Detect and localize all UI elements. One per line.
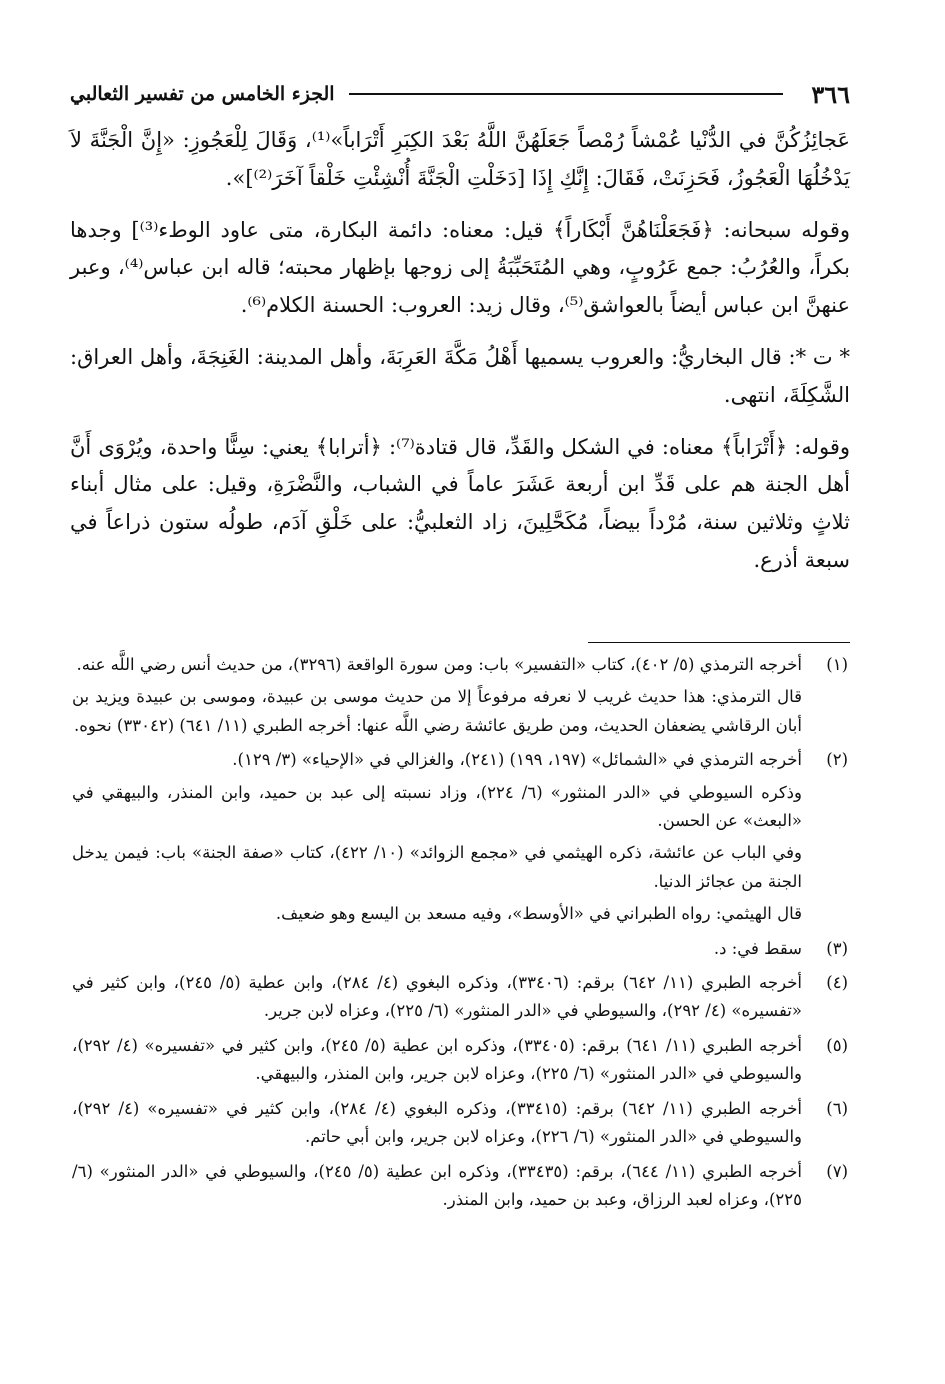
footnote-text: أخرجه الطبري (١١/ ٦٤٤)، برقم: (٣٣٤٣٥)، وذكره ابن عطية (٥/ ٢٤٥)، والسيوطي في «الدر المنثور» (٦/ ٢٢٥)، وعزاه لعبد الرزاق، وعبد بن حميد، وابن المنذر. — [72, 1161, 802, 1209]
footnote-body — [72, 969, 802, 1026]
footnote-body — [72, 935, 802, 963]
footnote-body — [72, 1095, 802, 1152]
footnote-number: (٣) — [826, 938, 848, 958]
footnote — [72, 746, 848, 928]
body-paragraph: * ت *: قال البخاريُّ: والعروب يسميها أَهْلُ مَكَّةَ العَرِبَةَ، وأهل المدينة: الغَنِجَةَ، وأهل العراق: الشَّكِلَةَ، انتهى. — [70, 344, 850, 407]
footnote-number: (٢) — [826, 750, 848, 770]
footnote — [72, 969, 848, 1026]
header-rule — [349, 93, 784, 95]
footnote-body — [72, 1158, 802, 1215]
footnote-text: قال الهيثمي: رواه الطبراني في «الأوسط»، وفيه مسعد بن اليسع وهو ضعيف. — [275, 904, 802, 924]
footnote-body — [72, 746, 802, 928]
footnote-text: أخرجه الطبري (١١/ ٦٤٢) برقم: (٣٣٤١٥)، وذكره البغوي (٤/ ٢٨٤)، وابن كثير في «تفسيره» (٤/ ٢٩٢)، والسيوطي في «الدر المنثور» (٦/ ٢٢٦)، وعزاه لابن جرير، وابن أبي حاتم. — [72, 1098, 803, 1147]
footnote-number: (٦) — [826, 1098, 848, 1118]
main-text — [70, 122, 850, 580]
footnote-number: (١) — [826, 655, 848, 674]
footnotes — [72, 651, 848, 1220]
footnote — [72, 1032, 848, 1089]
footnote — [72, 1095, 848, 1152]
footnote-text: وذكره السيوطي في «الدر المنثور» (٦/ ٢٢٤)، وزاد نسبته إلى عبد بن حميد، وابن المنذر، والبيهقي في «البعث» عن الحسن. — [72, 782, 802, 831]
footnote — [72, 1158, 848, 1215]
footnote-text: أخرجه الترمذي (٥/ ٤٠٢)، كتاب «التفسير» باب: ومن سورة الواقعة (٣٢٩٦)، من حديث أنس رضي اللَّه عنه. — [76, 655, 802, 674]
footnote-text: وفي الباب عن عائشة، ذكره الهيثمي في «مجمع الزوائد» (١٠/ ٤٢٢)، كتاب «صفة الجنة» باب: فيمن يدخل الجنة من عجائز الدنيا. — [72, 843, 802, 891]
body-paragraph: عَجائِزُكُنَّ في الدُّنْيا عُمْشاً رُمْصاً جَعَلَهُنَّ اللَّهُ بَعْدَ الكِبَرِ أَتْرَاباً»⁽¹⁾، وَقَالَ لِلْعَجُوزِ: «إِنَّ الْجَنَّةَ لاَ يَدْخُلُهَا الْعَجُوزُ، فَحَزِنَتْ، فَقَالَ: إِنَّكِ إِذَا [دَخَلْتِ الْجَنَّةَ أُنْشِئْتِ خَلْقاً آخَرَ⁽²⁾]». — [70, 128, 851, 190]
footnote-text: أخرجه الطبري (١١/ ٦٤١) برقم: (٣٣٤٠٥)، وذكره ابن عطية (٥/ ٢٤٥)، وابن كثير في «تفسيره» (٤/ ٢٩٢)، والسيوطي في «الدر المنثور» (٦/ ٢٢٥)، وعزاه لابن جرير، وابن المنذر، والبيهقي. — [72, 1035, 803, 1084]
page-number: ٣٦٦ — [811, 79, 850, 109]
footnote — [72, 651, 848, 740]
body-paragraph: وقوله سبحانه: ﴿فَجَعَلْنَاهُنَّ أَبْكَاراً﴾ قيل: معناه: دائمة البكارة، متى عاود الوطء⁽³⁾] وجدها بكراً، والعُرُبُ: جمع عَرُوبٍ، وهي المُتَحَبِّبَةُ إلى زوجها بإظهار محبته؛ قاله ابن عباس⁽⁴⁾، وعبر عنهنَّ ابن عباس أيضاً بالعواشق⁽⁵⁾، وقال زيد: العروب: الحسنة الكلام⁽⁶⁾. — [70, 217, 850, 318]
body-paragraph: وقوله: ﴿أَتْرَاباً﴾ معناه: في الشكل والقَدِّ، قال قتادة⁽⁷⁾: ﴿أترابا﴾ يعني: سِنًّا واحدة، ويُرْوَى أَنَّ أهل الجنة هم على قَدِّ ابن أربعة عَشَرَ عاماً في الشباب، والنَّضْرَةِ، وقيل: على مثال أبناء ثلاثٍ وثلاثين سنة، مُرْداً بيضاً، مُكَحَّلِينَ، زاد الثعلبيُّ: على خَلْقِ آدَم، طولُه ستون ذراعاً في سبعة أذرع. — [70, 434, 851, 572]
footnote-number: (٤) — [826, 973, 848, 993]
footnote-number: (٥) — [826, 1035, 848, 1055]
page-header — [70, 74, 850, 114]
footnote-separator — [588, 642, 850, 643]
footnote-body — [72, 651, 802, 740]
footnote-text: أخرجه الطبري (١١/ ٦٤٢) برقم: (٣٣٤٠٦)، وذكره البغوي (٤/ ٢٨٤)، وابن عطية (٥/ ٢٤٥)، وابن كثير في «تفسيره» (٤/ ٢٩٢)، والسيوطي في «الدر المنثور» (٦/ ٢٢٥)، وعزاه لابن جرير. — [72, 973, 802, 1021]
footnote-body — [72, 1032, 802, 1089]
footnote-text: أخرجه الترمذي في «الشمائل» (١٩٧، ١٩٩) (٢٤١)، والغزالي في «الإحياء» (٣/ ١٢٩). — [232, 750, 802, 770]
footnote — [72, 935, 848, 963]
running-title: الجزء الخامس من تفسير الثعالبي — [70, 83, 335, 105]
footnote-text: قال الترمذي: هذا حديث غريب لا نعرفه مرفوعاً إلا من حديث موسى بن عبيدة، وموسى بن عبيدة ويزيد بن أبان الرقاشي يضعفان الحديث، ومن طريق عائشة رضي اللَّه عنها: أخرجه الطبري (١١/ ٦٤١) (٣٣٠٤٢) نحوه. — [72, 687, 802, 735]
footnote-number: (٧) — [826, 1161, 848, 1181]
footnote-text: سقط في: د. — [713, 938, 802, 958]
